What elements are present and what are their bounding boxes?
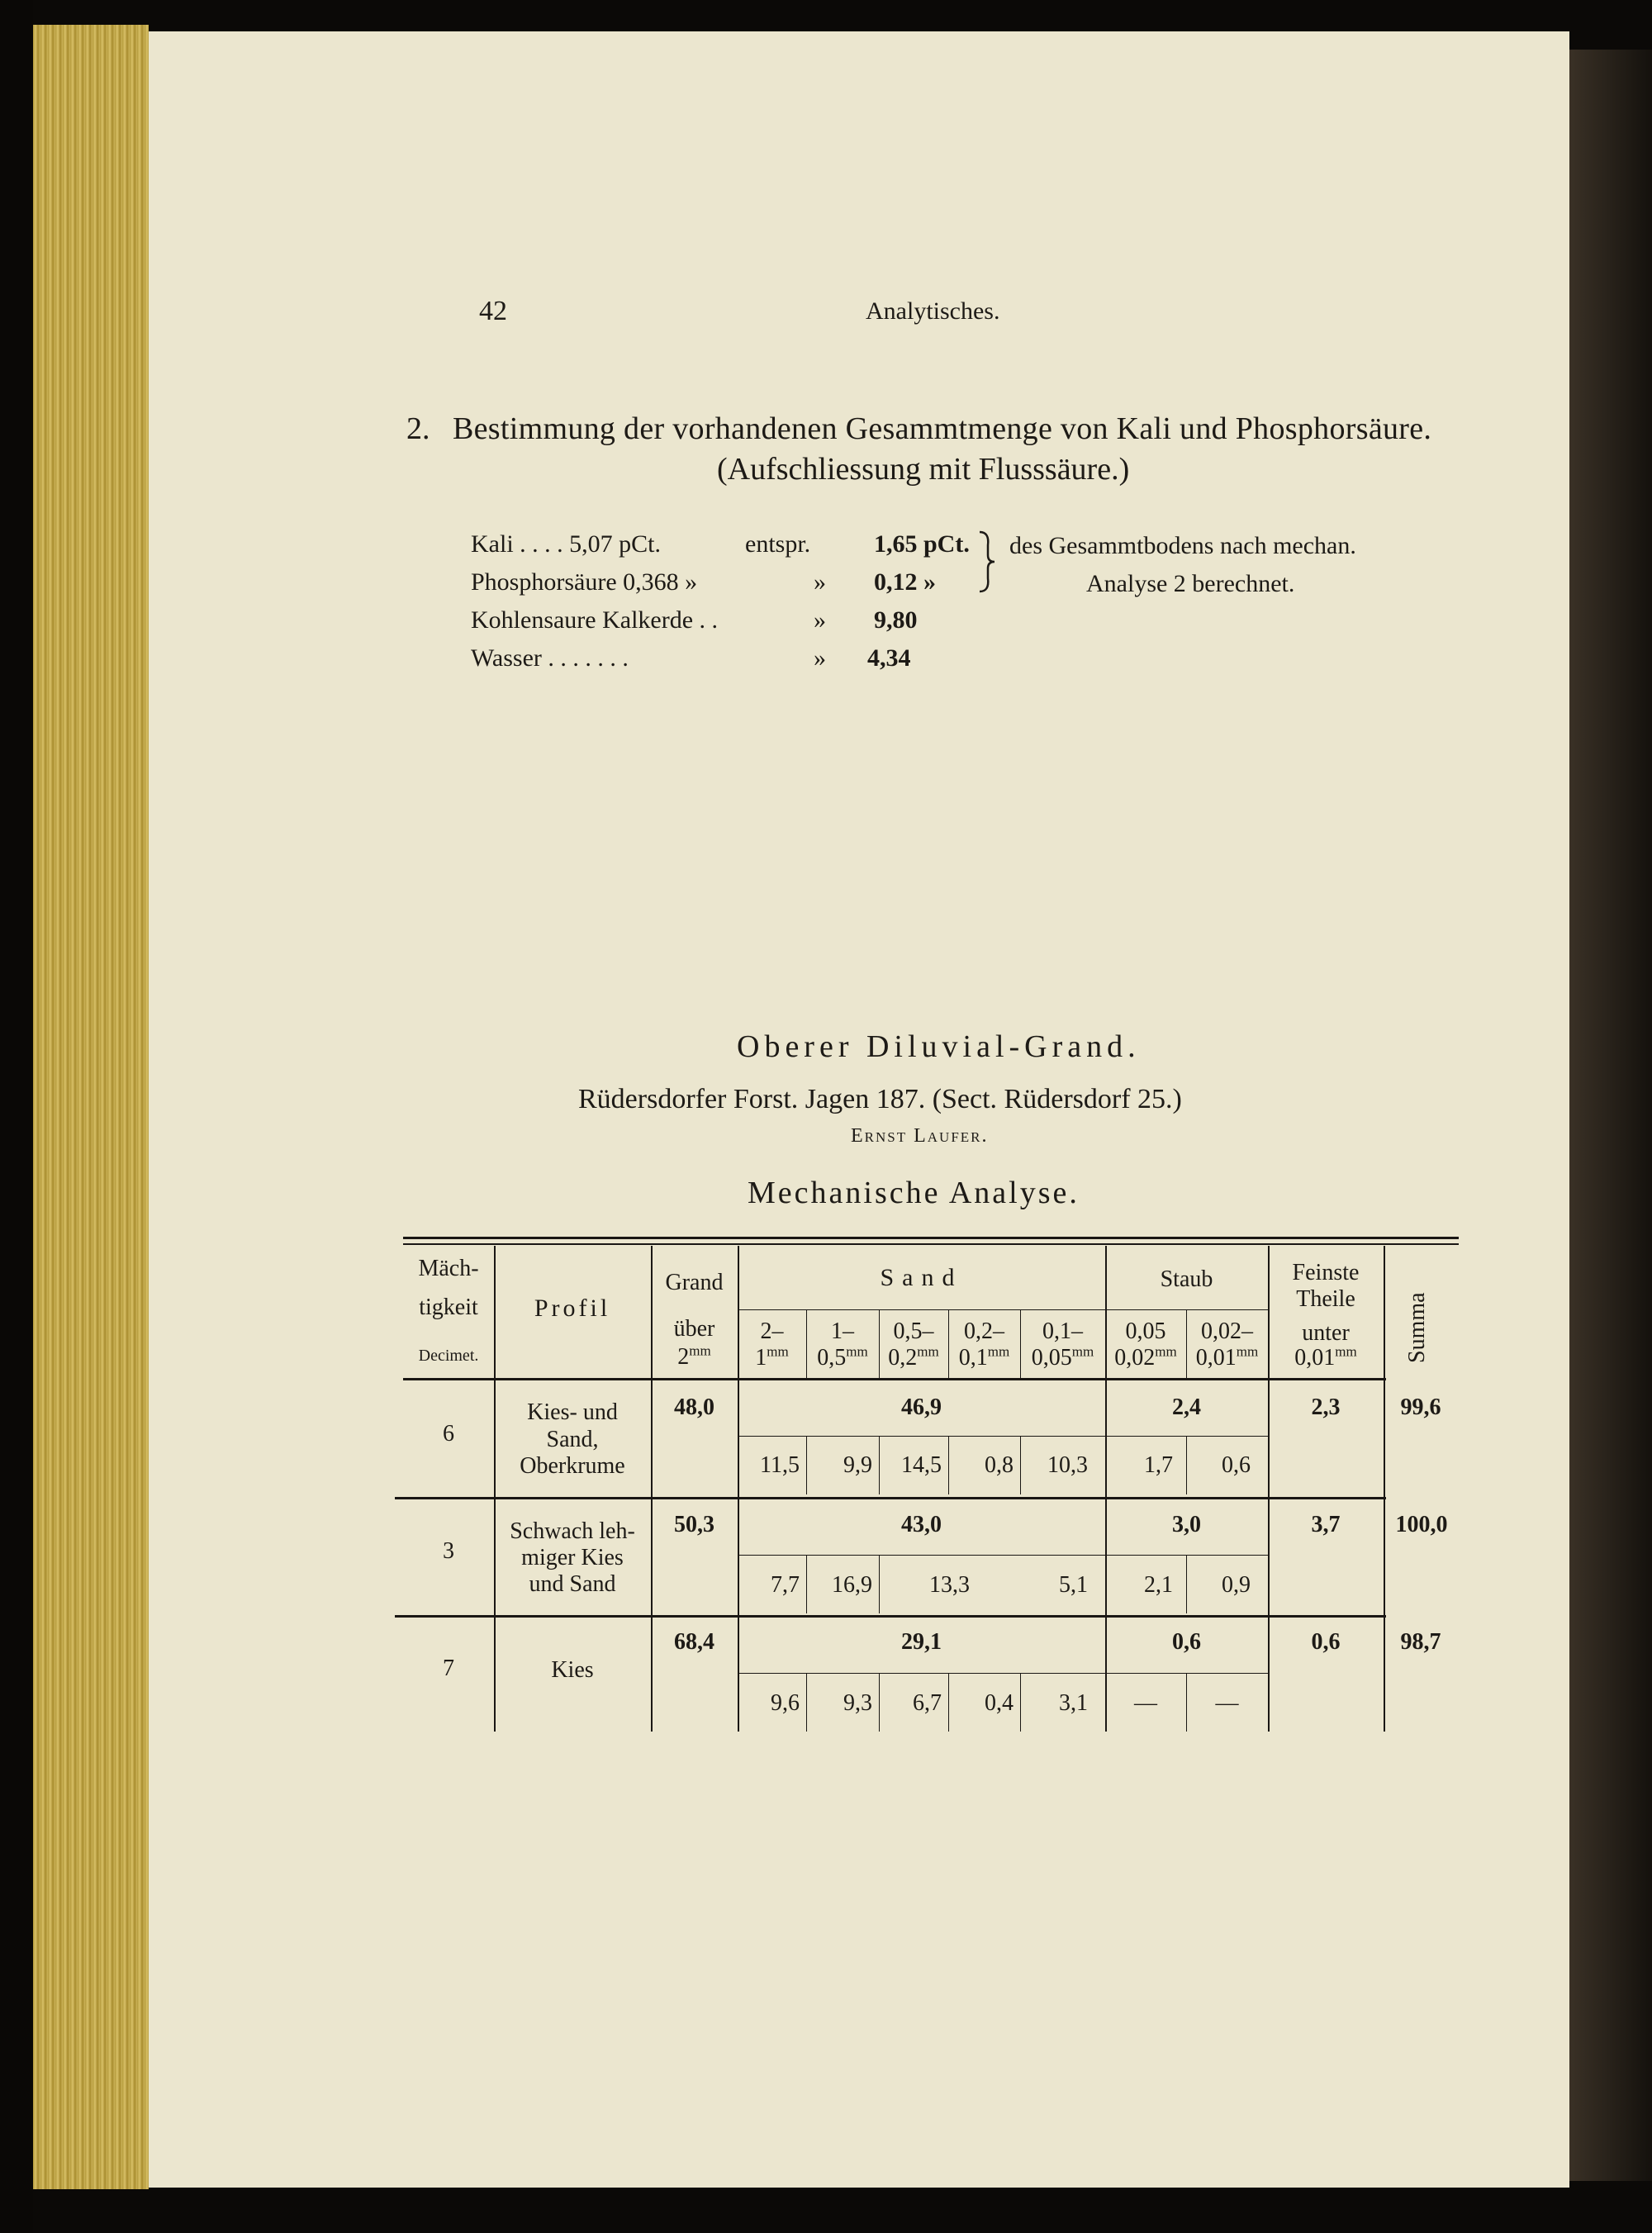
staub-col-bottom: $0,01^{mm}$ bbox=[1195, 1343, 1259, 1371]
table-column-line bbox=[1268, 1246, 1270, 1732]
chem-row-entspr: » bbox=[814, 644, 826, 672]
book-edge bbox=[0, 0, 33, 2233]
table-row-rule bbox=[395, 1497, 1386, 1499]
running-title: Analytisches. bbox=[866, 297, 1000, 325]
row-sand-value: 5,1 bbox=[1059, 1572, 1088, 1598]
row-summa: 98,7 bbox=[1400, 1629, 1441, 1655]
header-maechtigkeit-2: tigkeit bbox=[419, 1295, 478, 1320]
sand-col-bottom: $1^{mm}$ bbox=[755, 1343, 789, 1371]
row-sand-value: 6,7 bbox=[913, 1690, 942, 1716]
header-maechtigkeit-1: Mäch- bbox=[418, 1256, 479, 1281]
table-column-line bbox=[1384, 1246, 1385, 1732]
row-sand-value: 7,7 bbox=[771, 1572, 800, 1598]
page-number: 42 bbox=[479, 296, 507, 326]
row-grand: 68,4 bbox=[674, 1629, 714, 1655]
row-sand-value: 9,3 bbox=[843, 1690, 872, 1716]
row-profil-line: Sand, bbox=[546, 1427, 599, 1452]
row-maechtigkeit: 6 bbox=[443, 1421, 454, 1447]
row-maechtigkeit: 7 bbox=[443, 1656, 454, 1681]
row-sand-value: 14,5 bbox=[901, 1452, 942, 1478]
row-sand-value: 9,6 bbox=[771, 1690, 800, 1716]
header-grand-ueber: über bbox=[673, 1316, 715, 1342]
row-profil-line: miger Kies bbox=[521, 1545, 624, 1570]
table-top-rule bbox=[403, 1237, 1459, 1239]
table-row-rule bbox=[395, 1615, 1386, 1618]
table-top-rule bbox=[403, 1243, 1459, 1245]
analysis-title: Oberer Diluvial-Grand. bbox=[737, 1029, 1141, 1064]
sand-col-top: 1– bbox=[831, 1318, 854, 1344]
row-feinste: 3,7 bbox=[1311, 1512, 1341, 1537]
header-feinste-3: unter bbox=[1302, 1320, 1350, 1346]
chem-row-entspr: » bbox=[814, 568, 826, 596]
header-grand: Grand bbox=[665, 1270, 724, 1295]
staub-col-bottom: $0,02^{mm}$ bbox=[1114, 1343, 1177, 1371]
sand-col-bottom: $0,1^{mm}$ bbox=[958, 1343, 1010, 1371]
row-sand-value: 16,9 bbox=[832, 1572, 872, 1598]
row-staub-value: 1,7 bbox=[1144, 1452, 1173, 1478]
row-sand-value: 9,9 bbox=[843, 1452, 872, 1478]
row-sand-value: 0,8 bbox=[985, 1452, 1014, 1478]
row-summa: 100,0 bbox=[1395, 1512, 1448, 1537]
chem-row-value: 1,65 pCt. bbox=[874, 530, 970, 558]
chem-row-value: 9,80 bbox=[874, 606, 918, 634]
row-profil-line: Schwach leh- bbox=[510, 1518, 635, 1544]
header-staub: Staub bbox=[1160, 1266, 1213, 1292]
chem-row-entspr: » bbox=[814, 606, 826, 634]
analysis-location: Rüdersdorfer Forst. Jagen 187. (Sect. Rüdersdorf 25.) bbox=[578, 1084, 1182, 1114]
row-sand-value: 3,1 bbox=[1059, 1690, 1088, 1716]
row-sand-value: 11,5 bbox=[760, 1452, 800, 1478]
row-staub-value: 0,9 bbox=[1222, 1572, 1251, 1598]
sand-col-bottom: $0,5^{mm}$ bbox=[817, 1343, 868, 1371]
row-profil-line: und Sand bbox=[529, 1571, 616, 1597]
row-feinste: 0,6 bbox=[1311, 1629, 1341, 1655]
table-header-rule bbox=[403, 1378, 1386, 1380]
row-staub-total: 3,0 bbox=[1172, 1512, 1201, 1537]
staub-col-top: 0,02– bbox=[1201, 1318, 1253, 1344]
header-profil: Profil bbox=[534, 1295, 611, 1322]
sand-col-bottom: $0,2^{mm}$ bbox=[888, 1343, 939, 1371]
header-feinste-1: Feinste bbox=[1292, 1260, 1360, 1285]
chem-row-entspr: entspr. bbox=[745, 530, 811, 558]
header-feinste-2: Theile bbox=[1296, 1286, 1355, 1312]
header-sand: Sand bbox=[880, 1264, 963, 1291]
row-staub-total: 0,6 bbox=[1172, 1629, 1201, 1655]
table-subrow-rule bbox=[738, 1555, 1268, 1556]
row-staub-total: 2,4 bbox=[1172, 1394, 1201, 1420]
row-grand: 50,3 bbox=[674, 1512, 714, 1537]
sand-col-bottom: $0,05^{mm}$ bbox=[1031, 1343, 1094, 1371]
row-maechtigkeit: 3 bbox=[443, 1538, 454, 1564]
header-grand-size: $2^{mm}$ bbox=[677, 1342, 711, 1370]
staub-col-top: 0,05 bbox=[1125, 1318, 1166, 1344]
section-title-line1: Bestimmung der vorhandenen Gesammtmenge von Kali und Phosphorsäure. bbox=[453, 411, 1432, 446]
chem-note-line1: des Gesammtbodens nach mechan. bbox=[1009, 532, 1356, 559]
page-stack-edge bbox=[33, 25, 149, 2189]
header-summa: Summa bbox=[1404, 1292, 1430, 1363]
table-subrow-rule bbox=[738, 1673, 1268, 1674]
chem-row-value: 4,34 bbox=[867, 644, 911, 672]
chem-row-value: 0,12 » bbox=[874, 568, 936, 596]
row-sand-value: 0,4 bbox=[985, 1690, 1014, 1716]
analysis-subtitle: Mechanische Analyse. bbox=[748, 1176, 1080, 1210]
row-grand: 48,0 bbox=[674, 1394, 714, 1420]
row-profil-line: Oberkrume bbox=[520, 1453, 625, 1479]
row-sand-value: 10,3 bbox=[1047, 1452, 1088, 1478]
chem-row-label: Wasser . . . . . . . bbox=[471, 644, 629, 672]
sand-col-top: 0,1– bbox=[1042, 1318, 1083, 1344]
row-profil-line: Kies bbox=[551, 1657, 594, 1683]
row-staub-value: 2,1 bbox=[1144, 1572, 1173, 1598]
chem-row-label: Kohlensaure Kalkerde . . bbox=[471, 606, 719, 634]
brace-icon bbox=[975, 529, 999, 595]
chem-note-line2: Analyse 2 berechnet. bbox=[1086, 570, 1295, 597]
row-sand-total: 46,9 bbox=[901, 1394, 942, 1420]
table-subheader-rule bbox=[738, 1309, 1105, 1310]
chem-row-label: Phosphorsäure 0,368 » bbox=[471, 568, 698, 596]
table-subrow-rule bbox=[738, 1436, 1268, 1437]
header-decimet: Decimet. bbox=[418, 1347, 479, 1365]
book-binding bbox=[1569, 50, 1652, 2181]
row-staub-value: — bbox=[1134, 1690, 1157, 1716]
header-feinste-4: $0,01^{mm}$ bbox=[1294, 1343, 1357, 1371]
row-sand-total: 29,1 bbox=[901, 1629, 942, 1655]
sand-col-top: 0,2– bbox=[964, 1318, 1004, 1344]
sand-col-top: 0,5– bbox=[893, 1318, 934, 1344]
row-sand-value: 13,3 bbox=[929, 1572, 970, 1598]
sand-col-top: 2– bbox=[760, 1318, 784, 1344]
row-profil-line: Kies- und bbox=[527, 1399, 618, 1425]
analysis-author: Ernst Laufer. bbox=[851, 1125, 989, 1147]
row-summa: 99,6 bbox=[1400, 1394, 1441, 1420]
row-sand-total: 43,0 bbox=[901, 1512, 942, 1537]
row-feinste: 2,3 bbox=[1311, 1394, 1341, 1420]
section-title-line2: (Aufschliessung mit Flusssäure.) bbox=[717, 452, 1130, 487]
chem-row-label: Kali . . . . 5,07 pCt. bbox=[471, 530, 661, 558]
row-staub-value: — bbox=[1215, 1690, 1239, 1716]
section-number: 2. bbox=[406, 411, 430, 446]
row-staub-value: 0,6 bbox=[1222, 1452, 1251, 1478]
